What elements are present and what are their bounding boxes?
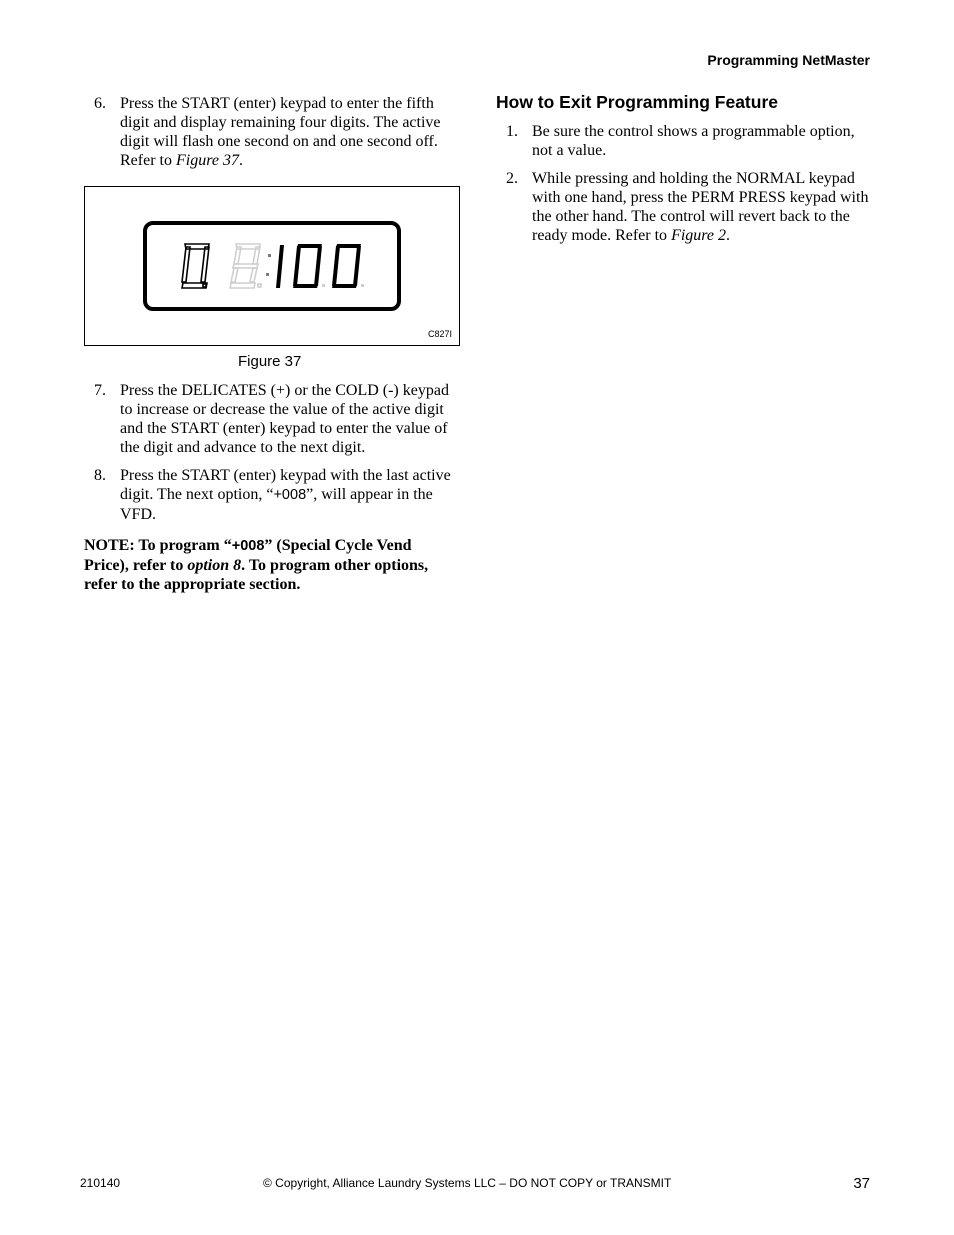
vfd-digit-4 xyxy=(293,244,322,288)
step-6 xyxy=(84,94,460,170)
step-text: Be sure the control shows a programmable option, not a value. xyxy=(532,123,855,159)
note-paragraph xyxy=(84,536,460,594)
vfd-digit-5 xyxy=(332,244,361,288)
figure-code: C827I xyxy=(427,329,452,339)
option-code: +008 xyxy=(231,538,265,554)
vfd-dot-4 xyxy=(322,284,325,287)
vfd-digit-3 xyxy=(276,245,284,288)
section-heading: How to Exit Programming Feature xyxy=(496,92,778,112)
page-number: 37 xyxy=(853,1175,870,1192)
step-7 xyxy=(84,381,460,457)
figure-37 xyxy=(84,186,460,346)
steps-list-b xyxy=(84,381,460,524)
vfd-digit-2-dim xyxy=(230,244,261,288)
left-column xyxy=(84,94,460,594)
step-number: 2. xyxy=(506,170,518,187)
step-8 xyxy=(84,466,460,524)
step-text: While pressing and holding the NORMAL keypad with one hand, press the PERM PRESS keypad with the other hand. The control will revert back to the ready mode. Refer to xyxy=(532,170,869,244)
step-text: Press the START (enter) keypad to enter the fifth digit and display remaining four digits. The active digit will flash one second on and one second off. Refer to xyxy=(120,95,441,169)
step-text-end: ”, will appear in the VFD. xyxy=(120,486,433,523)
copyright-notice: © Copyright, Alliance Laundry Systems LLC – DO NOT COPY or TRANSMIT xyxy=(263,1176,672,1190)
exit-steps-list xyxy=(496,122,876,245)
note-text: . To program other options, refer to the appropriate section. xyxy=(84,557,429,593)
doc-number: 210140 xyxy=(80,1176,121,1190)
option-code: +008 xyxy=(273,487,307,503)
exit-step-2 xyxy=(496,169,876,245)
note-text: ” (Special Cycle Vend Price), refer to xyxy=(84,537,412,574)
right-column xyxy=(496,92,876,254)
note-text: NOTE: To program “ xyxy=(84,537,232,554)
vfd-digit-1 xyxy=(182,244,209,288)
running-header: Programming NetMaster xyxy=(707,52,870,68)
step-end: . xyxy=(238,152,243,169)
figure-caption: Figure 37 xyxy=(238,353,302,370)
steps-list-a xyxy=(84,94,460,170)
step-end: . xyxy=(726,227,731,244)
step-text: Press the START (enter) keypad with the last active digit. The next option, “ xyxy=(120,467,451,503)
vfd-dot-5 xyxy=(361,284,364,287)
option-reference: option 8 xyxy=(187,557,242,574)
vfd-colon xyxy=(266,254,271,276)
step-number: 7. xyxy=(94,382,106,399)
step-number: 6. xyxy=(94,95,106,112)
step-number: 8. xyxy=(94,467,106,484)
vfd-display-illustration xyxy=(85,187,459,345)
exit-step-1 xyxy=(496,122,876,160)
figure-reference: Figure 2 xyxy=(671,227,727,244)
figure-reference: Figure 37 xyxy=(175,152,239,169)
step-text: Press the DELICATES (+) or the COLD (-) keypad to increase or decrease the value of the active digit and the START (enter) keypad to enter the value of the digit and advance to the next digit. xyxy=(120,382,449,456)
step-number: 1. xyxy=(506,123,518,140)
